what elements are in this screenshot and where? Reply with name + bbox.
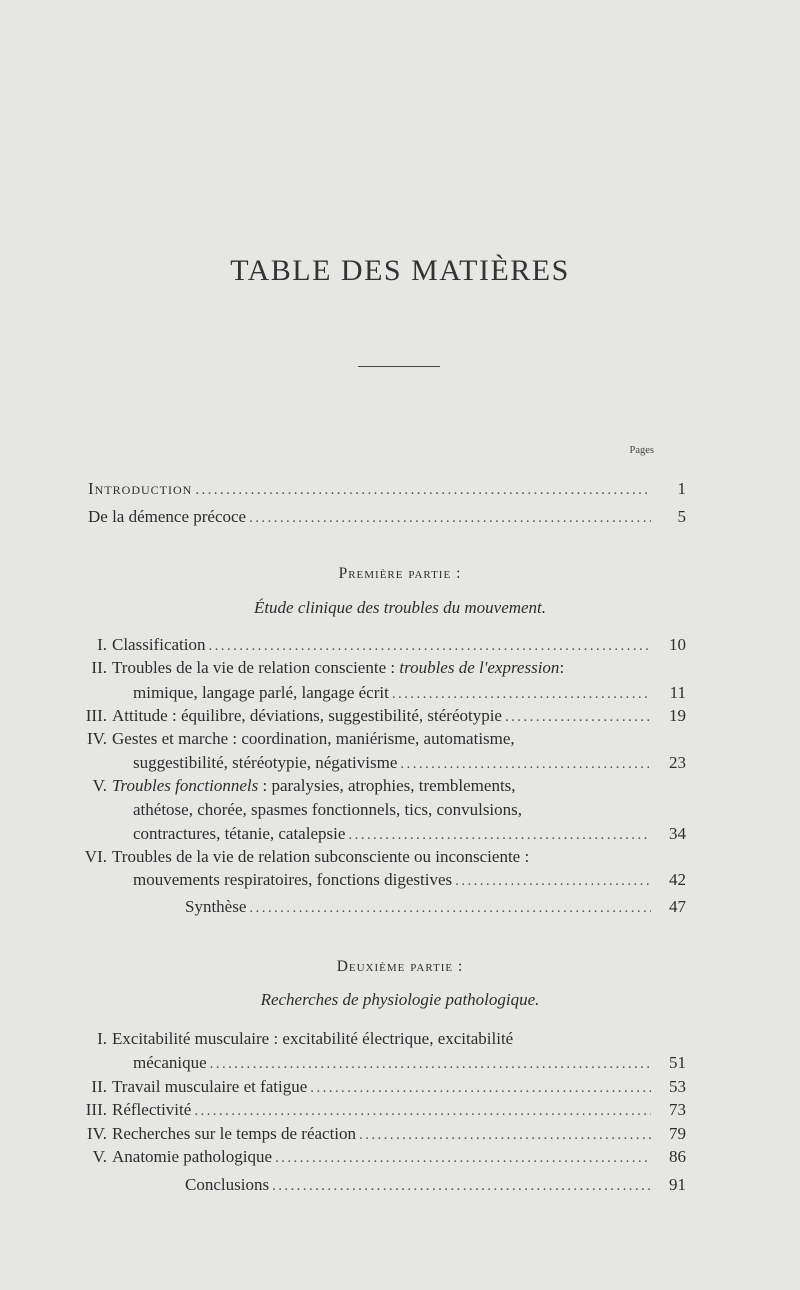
leader-dots	[194, 1100, 651, 1122]
toc-entry-gestes[interactable]	[133, 752, 686, 774]
toc-entry-excitabilite[interactable]	[133, 1052, 686, 1074]
toc-entry-reflectivite[interactable]	[112, 1099, 686, 1121]
entry-text: : paralysies, atrophies, tremblements,	[258, 776, 516, 795]
entry-page: 91	[669, 1175, 686, 1194]
leader-dots	[272, 1175, 651, 1197]
entry-italic-text: troubles de l'expression	[399, 658, 560, 677]
entry-label-line1: Gestes et marche : coordination, maniérisme, automatisme,	[112, 729, 515, 748]
item-number: V.	[92, 776, 107, 795]
toc-entry-introduction[interactable]	[88, 478, 686, 500]
leader-dots	[455, 870, 651, 892]
pages-column-header: Pages	[629, 445, 654, 456]
entry-label: Introduction	[88, 479, 193, 498]
item-number: IV.	[87, 1124, 107, 1143]
title-divider	[358, 366, 440, 367]
page-title: TABLE DES MATIÈRES	[230, 254, 570, 287]
leader-dots	[210, 1053, 651, 1075]
leader-dots	[400, 753, 651, 775]
item-number: I.	[97, 635, 107, 654]
leader-dots	[275, 1147, 651, 1169]
item-number: V.	[92, 1147, 107, 1166]
entry-label: Synthèse	[185, 897, 247, 916]
entry-label-line1	[112, 775, 516, 797]
toc-entry-attitude[interactable]	[112, 705, 686, 727]
entry-text: :	[559, 658, 565, 677]
entry-label-line1: Excitabilité musculaire : excitabilité électrique, excitabilité	[112, 1029, 514, 1048]
entry-text: Troubles de la vie de relation consciente :	[112, 658, 396, 677]
toc-entry-vie-subconsciente[interactable]	[133, 869, 686, 891]
item-number: II.	[91, 1077, 107, 1096]
entry-label: suggestibilité, stéréotypie, négativisme	[133, 753, 398, 772]
entry-label-line2: athétose, chorée, spasmes fonctionnels, tics, convulsions,	[133, 800, 523, 819]
leader-dots	[310, 1077, 651, 1099]
leader-dots	[392, 683, 651, 705]
entry-label: Travail musculaire et fatigue	[112, 1077, 308, 1096]
part2-subtitle: Recherches de physiologie pathologique.	[260, 990, 540, 1009]
entry-page: 1	[677, 479, 686, 498]
entry-label: Réflectivité	[112, 1100, 192, 1119]
entry-page: 5	[677, 507, 686, 526]
toc-entry-temps-reaction[interactable]	[112, 1123, 686, 1145]
leader-dots	[505, 706, 651, 728]
entry-label: contractures, tétanie, catalepsie	[133, 824, 346, 843]
item-number: VI.	[84, 847, 107, 866]
entry-label-line1	[112, 657, 564, 679]
entry-label: Classification	[112, 635, 206, 654]
item-number: IV.	[87, 729, 107, 748]
toc-entry-anatomie[interactable]	[112, 1146, 686, 1168]
leader-dots	[249, 507, 651, 529]
leader-dots	[195, 479, 651, 501]
entry-label: mimique, langage parlé, langage écrit	[133, 683, 389, 702]
entry-label-line1: Troubles de la vie de relation subconsciente ou inconsciente :	[112, 847, 530, 866]
entry-label: Anatomie pathologique	[112, 1147, 273, 1166]
item-number: I.	[97, 1029, 107, 1048]
leader-dots	[359, 1124, 651, 1146]
entry-page: 53	[669, 1077, 686, 1096]
entry-italic-text: Troubles fonctionnels	[112, 776, 259, 795]
entry-page: 73	[669, 1100, 686, 1119]
toc-entry-conclusions[interactable]	[185, 1174, 686, 1196]
entry-label: mouvements respiratoires, fonctions digestives	[133, 870, 453, 889]
leader-dots	[348, 824, 651, 846]
toc-entry-travail[interactable]	[112, 1076, 686, 1098]
part2-heading: Deuxième partie :	[336, 958, 464, 975]
leader-dots	[208, 635, 651, 657]
entry-page: 42	[669, 870, 686, 889]
toc-entry-demence[interactable]	[88, 506, 686, 528]
toc-entry-troubles-fonctionnels[interactable]	[133, 823, 686, 845]
entry-page: 86	[669, 1147, 686, 1166]
entry-label: mécanique	[133, 1053, 207, 1072]
item-number: II.	[91, 658, 107, 677]
entry-label: Recherches sur le temps de réaction	[112, 1124, 357, 1143]
entry-page: 19	[669, 706, 686, 725]
toc-entry-troubles-expression[interactable]	[133, 682, 686, 704]
entry-label: De la démence précoce	[88, 507, 247, 526]
part1-subtitle: Étude clinique des troubles du mouvement.	[253, 598, 547, 617]
entry-page: 11	[669, 683, 686, 702]
entry-page: 79	[669, 1124, 686, 1143]
entry-page: 23	[669, 753, 686, 772]
part1-heading: Première partie :	[338, 565, 462, 582]
leader-dots	[249, 897, 651, 919]
toc-entry-classification[interactable]	[112, 634, 686, 656]
entry-page: 10	[669, 635, 686, 654]
entry-label: Attitude : équilibre, déviations, suggestibilité, stéréotypie	[112, 706, 502, 725]
item-number: III.	[85, 1100, 107, 1119]
entry-page: 51	[669, 1053, 686, 1072]
entry-label: Conclusions	[185, 1175, 270, 1194]
item-number: III.	[85, 706, 107, 725]
entry-page: 34	[669, 824, 686, 843]
entry-page: 47	[669, 897, 686, 916]
toc-entry-synthese[interactable]	[185, 896, 686, 918]
